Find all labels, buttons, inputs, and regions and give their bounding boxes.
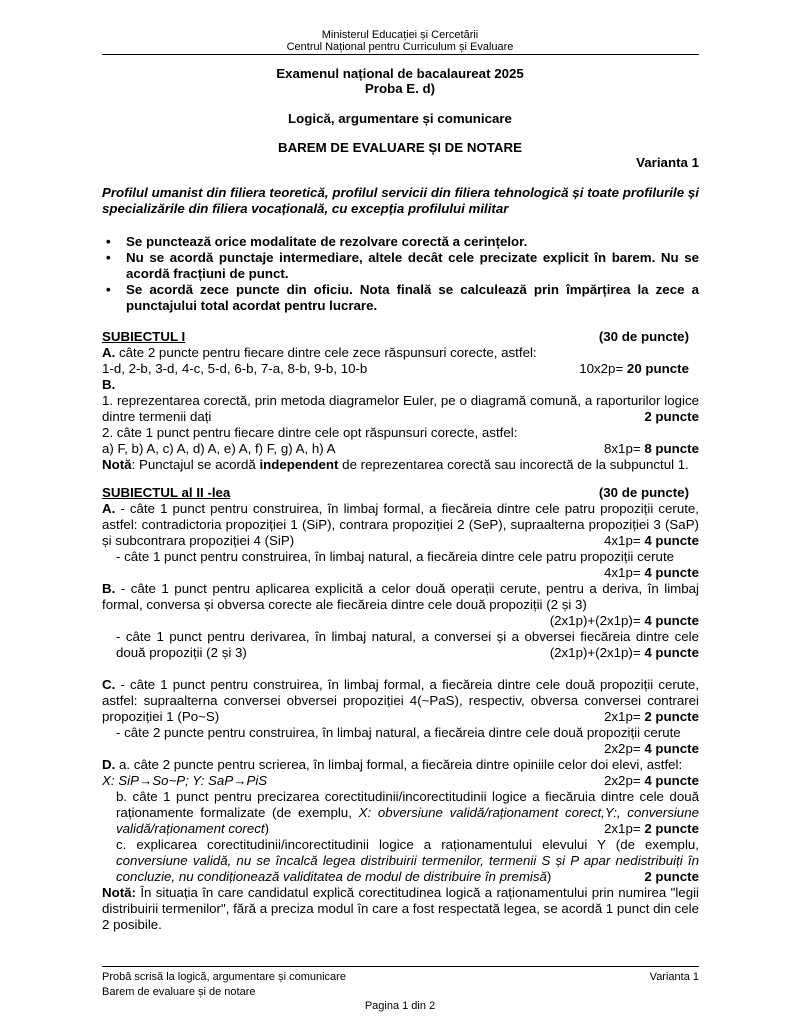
subject-2: SUBIECTUL al II -lea (30 de puncte) A. - câte 1 punct pentru construirea, în limbaj formal, a fiecăreia dintre cele patru propoziții cerute, astfel: contradictoria propoziției 1 (SiP), contrara propoziției 2 (SeP), supraalterna propoziției 3 (SaP) și subcontrara propoziției 4 (SiP) 4x1p= 4 puncte - câte 1 punct pentru construirea, în limbaj natural, a fiecăreia dintre cele patru propoziții cerute 4x1p= 4 puncte B. - câte 1 punct pentru aplicarea explicită a celor două operații cerute, pentru a deriva, în limbaj formal, conversa și obversa corecte ale fiecăreia dintre cele două propoziții (2 și 3) (2x1p)+(2x1p)= 4 puncte - câte 1 punct pentru derivarea, în limbaj natural, a conversei și a obversei fiecăreia dintre cele două propoziții (2 și 3) (2x1p)+(2x1p)= 4 puncte C. - câte 1 punct pentru construirea, în limbaj formal, a fiecăreia dintre cele două propoziții cerute, astfel: supraalterna conversei obversei propoziției 4(~PaS), respectiv, obversa conversei contrarei propoziției 1 (Po~S) 2x1p= 2 puncte - câte 2 puncte pentru construirea, în limbaj natural, a fiecăreia dintre cele două propoziții cerute 2x2p= 4 puncte D. a. câte 2 puncte pentru scrierea, în limbaj formal, a fiecăreia dintre opiniile celor doi elevi, astfel: X: SiP→So~P; Y: SaP→PiS 2x2p= 4 puncte b. câte 1 punct pentru precizarea corectitudinii/incorectitudinii logice a fiecăruia dintre cele două raționamente formalizate (de exemplu, X: obversiune validă/raționament corect,Y:, conversiune validă/raționament corect) 2x1p= 2 puncte c. explicarea corectitudinii/incorectitudinii logice a raționamentului elevului Y (de exemplu, conversiune validă, nu se încalcă legea distribuirii termenilor, termenii S și P apar nedistribuiți în concluzie, nu condiționează validitatea de modul de distribuire în premisă) 2 puncte Notă: În situația în care candidatul explică corectitudinea logică a raționamentului prin numirea "legii distribuirii termenilor", fără a preciza modul în care a fost respectată legea, se acordă 1 punct din cele 2 posibile. bbox=[102, 485, 699, 932]
footer-line2: Barem de evaluare și de notare bbox=[102, 986, 256, 998]
page-number: Pagina 1 din 2 bbox=[364, 1000, 436, 1012]
answers-line: 1-d, 2-b, 3-d, 4-c, 5-d, 6-b, 7-a, 8-b, 9-b, 10-b bbox=[102, 361, 368, 376]
formula-line: X: SiP→So~P; Y: SaP→PiS bbox=[102, 773, 268, 788]
section-label: B. bbox=[102, 377, 116, 392]
proba-title: Proba E. d) bbox=[364, 81, 436, 96]
note-text: Notă: Punctajul se acordă independent de reprezentarea corectă sau incorectă de la subpunctul 1. bbox=[102, 457, 689, 472]
section-text: 1. reprezentarea corectă, prin metoda diagramelor Euler, pe o diagramă comună, a raporturilor logice dintre termenii dați bbox=[102, 393, 699, 424]
section-text: câte 2 puncte pentru fiecare dintre cele zece răspunsuri corecte, astfel: bbox=[115, 345, 537, 360]
section-text: C. - câte 1 punct pentru construirea, în limbaj formal, a fiecăreia dintre cele două propoziții cerute, astfel: supraalterna conversei obversei propoziției 4(~PaS), respectiv, obversa conversei contrarei propoziției 1 (Po~S) bbox=[102, 677, 699, 724]
section-text: b. câte 1 punct pentru precizarea corectitudinii/incorectitudinii logice a fiecăruia dintre cele două raționamente formalizate (de exemplu, X: obversiune validă/raționament corect,Y:, conversiune validă/raționament corect) bbox=[116, 789, 699, 836]
score-formula: 10x2p= bbox=[579, 361, 627, 376]
section-text: - câte 2 puncte pentru construirea, în limbaj natural, a fiecăreia dintre cele două propoziții cerute bbox=[116, 725, 681, 740]
rule-item: • Se acordă zece puncte din oficiu. Nota finală se calculează prin împărțirea la zece a punctajului total acordat pentru lucrare. bbox=[102, 282, 699, 314]
subject-1-points: (30 de puncte) bbox=[598, 329, 689, 344]
section-text: - câte 1 punct pentru derivarea, în limbaj natural, a conversei și a obversei fiecăreia dintre cele două propoziții (2 și 3) bbox=[116, 629, 699, 660]
footer-divider bbox=[102, 966, 699, 967]
footer-line1: Probă scrisă la logică, argumentare și comunicare Varianta 1 bbox=[102, 971, 699, 983]
score-formula: 8x1p= bbox=[604, 441, 645, 456]
header-center: Centrul Național pentru Curriculum și Evaluare bbox=[286, 41, 514, 53]
subject-title: Logică, argumentare și comunicare bbox=[288, 111, 512, 126]
barem-title: BAREM DE EVALUARE ȘI DE NOTARE bbox=[277, 140, 523, 155]
rules-list bbox=[102, 234, 699, 314]
note-text: Notă: În situația în care candidatul explică corectitudinea logică a raționamentului prin numirea "legii distribuirii termenilor", fără a preciza modul în care a fost respectată legea, se acordă 1 punct din cele 2 posibile. bbox=[102, 885, 699, 932]
section-text: A. - câte 1 punct pentru construirea, în limbaj formal, a fiecăreia dintre cele patru propoziții cerute, astfel: contradictoria propoziției 1 (SiP), contrara propoziției 2 (SeP), supraalterna propoziției 3 (SaP) și subcontrara propoziției 4 (SiP) bbox=[102, 501, 699, 548]
score-value: 2 puncte bbox=[644, 409, 699, 424]
section-text: c. explicarea corectitudinii/incorectitudinii logice a raționamentului elevului Y (de exemplu, conversiune validă, nu se încalcă legea distribuirii termenilor, termenii S și P apar nedistribuiți în concluzie, nu condiționează validitatea de modul de distribuire în premisă) bbox=[116, 837, 699, 884]
rule-item: • Nu se acordă punctaje intermediare, altele decât cele precizate explicit în barem. Nu se acordă fracțiuni de punct. bbox=[102, 250, 699, 282]
section-text: D. a. câte 2 puncte pentru scrierea, în limbaj formal, a fiecăreia dintre opiniile celor doi elevi, astfel: bbox=[102, 757, 683, 772]
subject-1-title: SUBIECTUL I bbox=[102, 329, 186, 344]
exam-title: Examenul național de bacalaureat 2025 bbox=[276, 66, 524, 81]
rule-item: • Se punctează orice modalitate de rezolvare corectă a cerințelor. bbox=[102, 234, 699, 250]
subject-2-title: SUBIECTUL al II -lea bbox=[102, 485, 231, 500]
section-text: - câte 1 punct pentru construirea, în limbaj natural, a fiecăreia dintre cele patru propoziții cerute bbox=[116, 549, 675, 564]
variant-label: Varianta 1 bbox=[636, 155, 699, 170]
answers-line: a) F, b) A, c) A, d) A, e) A, f) F, g) A, h) A bbox=[102, 441, 336, 456]
subject-1 bbox=[102, 329, 699, 473]
score-value: 20 puncte bbox=[626, 361, 689, 376]
header-ministry: Ministerul Educației și Cercetării bbox=[321, 29, 479, 41]
section-text: B. - câte 1 punct pentru aplicarea explicită a celor două operații cerute, pentru a deriva, în limbaj formal, conversa și obversa corecte ale fiecăreia dintre cele două propoziții (2 și 3) bbox=[102, 581, 699, 612]
section-text: 2. câte 1 punct pentru fiecare dintre cele opt răspunsuri corecte, astfel: bbox=[102, 425, 518, 440]
section-label: A. bbox=[102, 345, 116, 360]
subject-2-points: (30 de puncte) bbox=[598, 485, 689, 500]
score-value: 8 puncte bbox=[644, 441, 699, 456]
header-divider bbox=[102, 54, 699, 55]
profile-text: Profilul umanist din filiera teoretică, profilul servicii din filiera tehnologică și toate profilurile și specializările din filiera vocațională, cu excepția profilului militar bbox=[102, 185, 699, 216]
footer-variant: Varianta 1 bbox=[649, 971, 699, 983]
